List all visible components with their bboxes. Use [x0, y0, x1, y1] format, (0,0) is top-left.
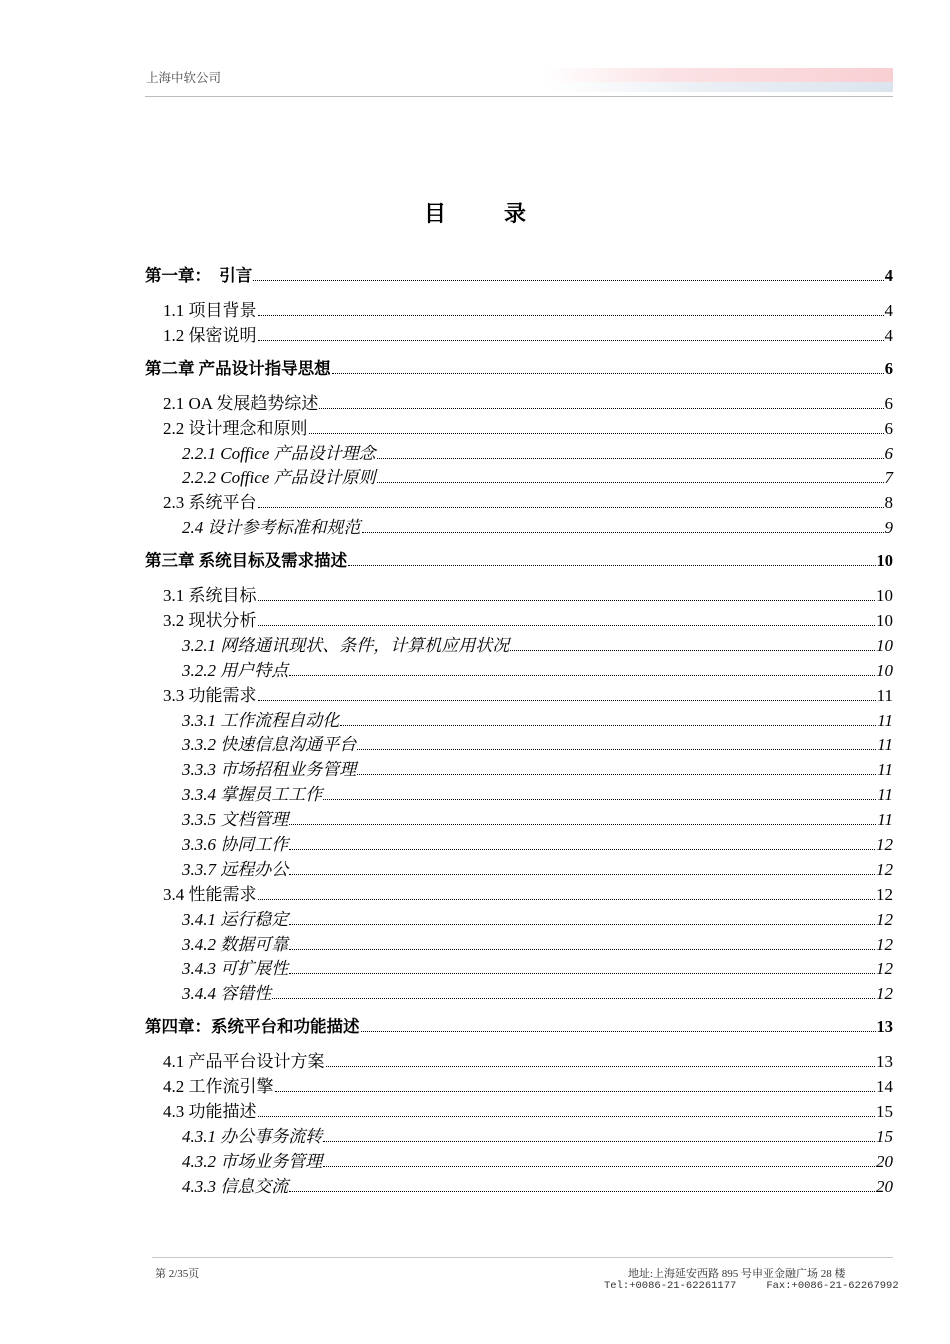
company-address: 地址:上海延安西路 895 号申亚金融广场 28 楼: [628, 1268, 846, 1280]
toc-entry-page: 4: [884, 266, 893, 285]
toc-entry-page: 15: [876, 1126, 893, 1146]
toc-entry-page: 6: [884, 358, 893, 378]
toc-entry-label: 4.3.1 办公事务流转: [182, 1126, 323, 1146]
footer-divider: [152, 1257, 893, 1258]
toc-entry-label: 4.1 产品平台设计方案: [163, 1052, 325, 1072]
dot-leader: [361, 1031, 876, 1032]
header-gradient-bar: [545, 68, 893, 92]
dot-leader: [377, 458, 884, 459]
toc-entry-page: 11: [877, 810, 893, 830]
toc-entry-page: 11: [877, 785, 893, 805]
toc-entry-page: 11: [877, 735, 893, 755]
toc-entry[interactable]: [145, 606, 893, 631]
toc-entry-page: 10: [876, 660, 893, 680]
dot-leader: [309, 433, 884, 434]
toc-entry-page: 14: [876, 1077, 893, 1097]
toc-chapter-entry[interactable]: [145, 355, 893, 380]
dot-leader: [289, 824, 876, 825]
toc-entry[interactable]: [145, 730, 893, 755]
toc-entry-label: 2.2.1 Coffice 产品设计理念: [182, 443, 376, 463]
toc-entry[interactable]: [145, 855, 893, 880]
toc-entry[interactable]: [145, 321, 893, 346]
toc-entry-label: 3.4.4 容错性: [182, 984, 272, 1004]
dot-leader: [258, 600, 876, 601]
toc-entry[interactable]: [145, 1072, 893, 1097]
toc-entry-page: 13: [876, 1052, 893, 1072]
toc-entry[interactable]: [145, 1047, 893, 1072]
toc-entry[interactable]: [145, 930, 893, 955]
toc-entry[interactable]: [145, 1097, 893, 1122]
toc-entry[interactable]: [145, 631, 893, 656]
toc-entry[interactable]: [145, 488, 893, 513]
contact-info: [604, 1280, 899, 1292]
toc-entry-page: 12: [876, 884, 893, 904]
toc-entry-label: 4.2 工作流引擎: [163, 1077, 274, 1097]
toc-entry-label: 3.4.2 数据可靠: [182, 934, 289, 954]
dot-leader: [377, 482, 884, 483]
dot-leader: [289, 949, 875, 950]
dot-leader: [289, 1191, 875, 1192]
fax: Fax:+0086-21-62267992: [766, 1280, 899, 1292]
header-divider: [145, 96, 893, 97]
toc-entry[interactable]: [145, 1122, 893, 1147]
table-of-contents: [145, 262, 893, 1197]
toc-entry-page: 7: [884, 468, 893, 488]
toc-entry-label: 3.3.4 掌握员工工作: [182, 785, 323, 805]
toc-entry-page: 11: [877, 760, 893, 780]
toc-entry-label: 3.3.6 协同工作: [182, 835, 289, 855]
toc-entry-page: 11: [876, 685, 893, 705]
toc-entry-label: 2.2.2 Coffice 产品设计原则: [182, 468, 376, 488]
toc-entry-label: 3.4 性能需求: [163, 884, 257, 904]
dot-leader: [275, 1091, 876, 1092]
dot-leader: [258, 315, 884, 316]
toc-chapter-entry[interactable]: [145, 262, 893, 287]
toc-entry-label: 4.3.2 市场业务管理: [182, 1151, 323, 1171]
dot-leader: [323, 1166, 875, 1167]
dot-leader: [289, 675, 875, 676]
toc-entry[interactable]: [145, 296, 893, 321]
toc-entry-page: 8: [884, 493, 893, 513]
toc-entry-page: 15: [876, 1102, 893, 1122]
toc-entry[interactable]: [145, 513, 893, 538]
toc-entry[interactable]: [145, 581, 893, 606]
page-number: 第 2/35页: [155, 1268, 200, 1280]
dot-leader: [348, 565, 875, 566]
dot-leader: [289, 973, 875, 974]
toc-entry-label: 2.4 设计参考标准和规范: [182, 518, 361, 538]
toc-entry-label: 3.3.7 远程办公: [182, 859, 289, 879]
toc-entry[interactable]: [145, 1147, 893, 1172]
toc-entry-label: 3.3 功能需求: [163, 685, 257, 705]
dot-leader: [258, 340, 884, 341]
dot-leader: [289, 924, 875, 925]
toc-entry-label: 1.1 项目背景: [163, 301, 257, 320]
toc-entry[interactable]: [145, 439, 893, 464]
toc-entry-page: 4: [884, 301, 893, 320]
toc-entry-page: 10: [876, 551, 893, 571]
toc-entry-label: 2.3 系统平台: [163, 493, 257, 513]
toc-entry-label: 第二章 产品设计指导思想: [145, 358, 331, 378]
toc-entry-page: 6: [884, 418, 893, 438]
toc-entry-page: 11: [877, 710, 893, 730]
dot-leader: [332, 373, 884, 374]
dot-leader: [272, 998, 875, 999]
telephone: Tel:+0086-21-62261177: [604, 1280, 737, 1292]
toc-entry-label: 2.1 OA 发展趋势综述: [163, 393, 319, 413]
dot-leader: [357, 749, 876, 750]
dot-leader: [323, 1141, 875, 1142]
dot-leader: [253, 280, 884, 281]
toc-entry-page: 12: [876, 959, 893, 979]
toc-chapter-entry[interactable]: [145, 1013, 893, 1038]
toc-entry[interactable]: [145, 414, 893, 439]
dot-leader: [510, 650, 875, 651]
toc-entry[interactable]: [145, 805, 893, 830]
toc-entry-page: 10: [876, 611, 893, 631]
toc-entry-page: 12: [876, 835, 893, 855]
toc-entry-label: 3.4.3 可扩展性: [182, 959, 289, 979]
toc-entry-page: 10: [876, 586, 893, 606]
toc-entry[interactable]: [145, 755, 893, 780]
toc-entry-page: 13: [876, 1017, 893, 1037]
toc-title: 目录: [423, 201, 584, 226]
toc-entry[interactable]: [145, 954, 893, 979]
toc-entry[interactable]: [145, 1172, 893, 1197]
toc-entry-label: 3.3.2 快速信息沟通平台: [182, 735, 357, 755]
toc-entry-page: 12: [876, 909, 893, 929]
company-name: 上海中软公司: [146, 71, 222, 85]
dot-leader: [258, 625, 876, 626]
dot-leader: [340, 725, 876, 726]
toc-entry-label: 3.3.5 文档管理: [182, 810, 289, 830]
dot-leader: [258, 1116, 876, 1117]
toc-entry-page: 4: [884, 325, 893, 345]
toc-entry-label: 3.4.1 运行稳定: [182, 909, 289, 929]
toc-entry-page: 20: [876, 1151, 893, 1171]
toc-entry-page: 9: [884, 518, 893, 538]
toc-entry[interactable]: [145, 463, 893, 488]
toc-entry[interactable]: [145, 830, 893, 855]
toc-entry-label: 3.3.3 市场招租业务管理: [182, 760, 357, 780]
toc-entry-label: 第四章：系统平台和功能描述: [145, 1017, 360, 1037]
toc-entry-label: 第三章 系统目标及需求描述: [145, 551, 348, 571]
dot-leader: [258, 899, 876, 900]
toc-entry-label: 3.1 系统目标: [163, 586, 257, 606]
dot-leader: [289, 874, 875, 875]
dot-leader: [323, 799, 876, 800]
dot-leader: [319, 408, 883, 409]
toc-entry-label: 3.3.1 工作流程自动化: [182, 710, 340, 730]
dot-leader: [357, 774, 876, 775]
toc-entry-page: 12: [876, 984, 893, 1004]
toc-entry-page: 10: [876, 635, 893, 655]
toc-entry-page: 20: [876, 1176, 893, 1196]
toc-entry[interactable]: [145, 880, 893, 905]
toc-chapter-entry[interactable]: [145, 547, 893, 572]
toc-entry-label: 1.2 保密说明: [163, 325, 257, 345]
dot-leader: [289, 849, 875, 850]
dot-leader: [326, 1066, 876, 1067]
toc-entry[interactable]: [145, 780, 893, 805]
dot-leader: [362, 532, 884, 533]
dot-leader: [258, 700, 876, 701]
toc-entry-label: 4.3 功能描述: [163, 1102, 257, 1122]
toc-entry-page: 6: [884, 443, 893, 463]
toc-entry-label: 3.2.2 用户特点: [182, 660, 289, 680]
toc-entry-label: 第一章： 引言: [145, 266, 253, 285]
toc-entry[interactable]: [145, 706, 893, 731]
toc-entry-label: 2.2 设计理念和原则: [163, 418, 308, 438]
toc-entry-page: 12: [876, 934, 893, 954]
toc-entry-page: 6: [884, 393, 893, 413]
toc-entry-label: 3.2.1 网络通讯现状、条件，计算机应用状况: [182, 635, 510, 655]
toc-entry[interactable]: [145, 389, 893, 414]
toc-entry[interactable]: [145, 656, 893, 681]
toc-entry[interactable]: [145, 979, 893, 1004]
dot-leader: [258, 507, 884, 508]
toc-entry-label: 4.3.3 信息交流: [182, 1176, 289, 1196]
toc-entry[interactable]: [145, 681, 893, 706]
toc-entry-page: 12: [876, 859, 893, 879]
toc-entry[interactable]: [145, 905, 893, 930]
toc-entry-label: 3.2 现状分析: [163, 611, 257, 631]
